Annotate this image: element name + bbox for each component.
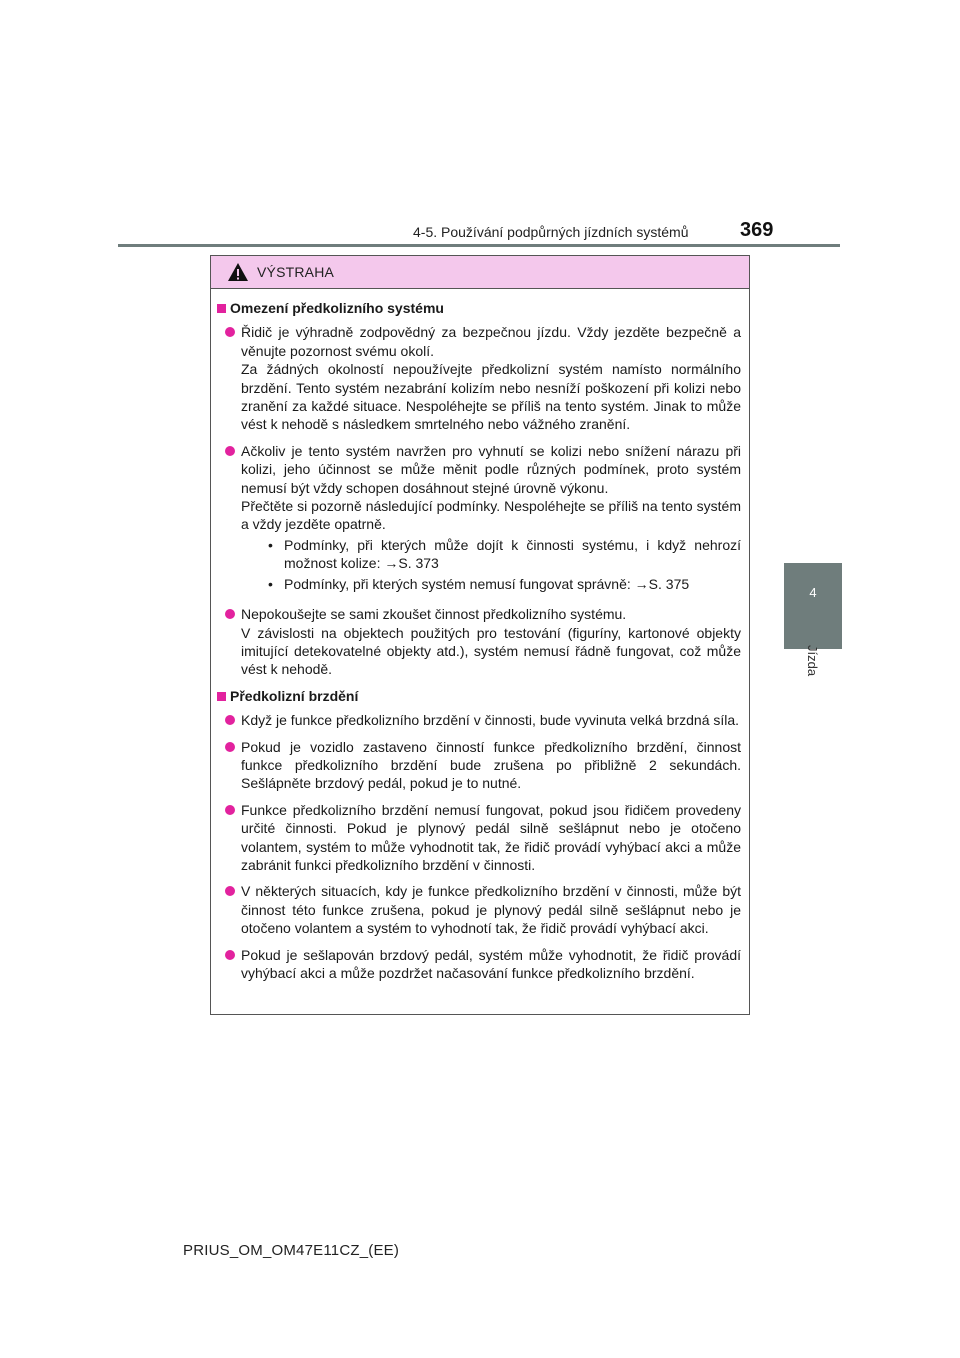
dot-bullet-icon: •	[268, 536, 273, 553]
bullet-item	[225, 711, 741, 729]
bullet-item	[225, 801, 741, 875]
warning-body	[211, 289, 749, 982]
warning-title: VÝSTRAHA	[257, 264, 335, 280]
sub-item	[266, 536, 741, 573]
paragraph: Za žádných okolností nepoužívejte předkolizní systém namísto normálního brzdění. Tento systém nezabrání kolizím nebo nesníží poškození při kolizi nebo zranění za každé situace. Nespoléhejte se příliš na tento systém. Jinak to může vést k nehodě s následkem smrtelného nebo vážného zranění.	[241, 361, 741, 433]
section-title	[217, 299, 741, 317]
circle-bullet-icon	[225, 742, 235, 752]
bullet-text	[241, 882, 741, 937]
header-rule	[118, 244, 840, 247]
paragraph: Nepokoušejte se sami zkoušet činnost předkolizního systému.	[241, 606, 627, 623]
document-code: PRIUS_OM_OM47E11CZ_(EE)	[183, 1242, 400, 1259]
circle-bullet-icon	[225, 886, 235, 896]
sub-item-text: Podmínky, při kterých systém nemusí fungovat správně: →S. 375	[284, 575, 690, 592]
bullet-text	[241, 738, 741, 793]
square-bullet-icon	[217, 304, 226, 313]
bullet-item	[225, 946, 741, 983]
bullet-text	[241, 323, 741, 433]
bullet-item	[225, 323, 741, 433]
bullet-text	[241, 442, 741, 597]
bullet-text	[241, 946, 741, 983]
warning-triangle-icon	[227, 262, 249, 282]
section-title	[217, 687, 741, 705]
circle-bullet-icon	[225, 609, 235, 619]
dot-bullet-icon: •	[268, 575, 273, 592]
paragraph: Ačkoliv je tento systém navržen pro vyhnutí se kolizi nebo snížení nárazu při kolizi, jeho účinnost se může měnit podle různých podmínek, proto systém nemusí být vždy schopen dosáhnout stejné úrovně výkonu.	[241, 442, 741, 496]
paragraph: Přečtěte si pozorně následující podmínky. Nespoléhejte se příliš na tento systém a vždy jezděte opatrně.	[241, 498, 741, 533]
sub-item-text: Podmínky, při kterých může dojít k činnosti systému, i když nehrozí možnost kolize: →S. 373	[284, 536, 741, 572]
paragraph: Pokud je sešlapován brzdový pedál, systém může vyhodnotit, že řidič provádí vyhýbací akci a může pozdržet načasování funkce předkolizního brzdění.	[241, 946, 741, 981]
sub-item	[266, 575, 741, 593]
bullet-text	[241, 801, 741, 875]
circle-bullet-icon	[225, 805, 235, 815]
paragraph: Pokud je vozidlo zastaveno činností funkce předkolizního brzdění, činnost funkce předkolizního brzdění bude zrušena po přibližně 2 sekundách. Sešlápněte brzdový pedál, pokud je to nutné.	[241, 738, 741, 792]
chapter-label: Jízda	[805, 645, 820, 677]
circle-bullet-icon	[225, 715, 235, 725]
warning-header	[211, 256, 749, 289]
bullet-item	[225, 442, 741, 597]
chapter-tab	[784, 563, 842, 649]
bullet-item	[225, 738, 741, 793]
bullet-item	[225, 882, 741, 937]
section-title-text: Omezení předkolizního systému	[230, 300, 444, 316]
warning-section	[217, 687, 741, 983]
section-title-text: Předkolizní brzdění	[230, 687, 359, 704]
warning-box	[210, 255, 750, 1015]
paragraph: Funkce předkolizního brzdění nemusí fungovat, pokud jsou řidičem provedeny určité činnosti. Pokud je plynový pedál silně sešlápnut nebo je otočeno volantem, systém to může vyhodnotit tak, že řidič provádí vyhýbací akci a může zabránit funkci předkolizního brzdění v činnosti.	[241, 801, 741, 873]
chapter-number: 4	[809, 585, 817, 600]
section-header: 4-5. Používání podpůrných jízdních systémů	[413, 224, 689, 240]
page-number: 369	[740, 219, 774, 241]
circle-bullet-icon	[225, 327, 235, 337]
paragraph: Řidič je výhradně zodpovědný za bezpečnou jízdu. Vždy jezděte bezpečně a věnujte pozornost svému okolí.	[241, 324, 741, 359]
bullet-text	[241, 605, 741, 679]
paragraph: Když je funkce předkolizního brzdění v činnosti, bude vyvinuta velká brzdná síla.	[241, 712, 740, 729]
warning-section	[217, 299, 741, 679]
circle-bullet-icon	[225, 446, 235, 456]
paragraph: V některých situacích, kdy je funkce předkolizního brzdění v činnosti, může být činnost této funkce zrušena, pokud je plynový pedál silně sešlápnut nebo je otočeno volantem a systém to vyhodnotí tak, že řidič provádí vyhýbací akci.	[241, 883, 741, 937]
bullet-item	[225, 605, 741, 679]
bullet-text	[241, 711, 741, 729]
paragraph: V závislosti na objektech použitých pro testování (figuríny, kartonové objekty imitující detekovatelné objekty atd.), systém nemusí řádně fungovat, což může vést k nehodě.	[241, 624, 741, 678]
circle-bullet-icon	[225, 950, 235, 960]
sub-list	[266, 536, 741, 593]
square-bullet-icon	[217, 692, 226, 701]
